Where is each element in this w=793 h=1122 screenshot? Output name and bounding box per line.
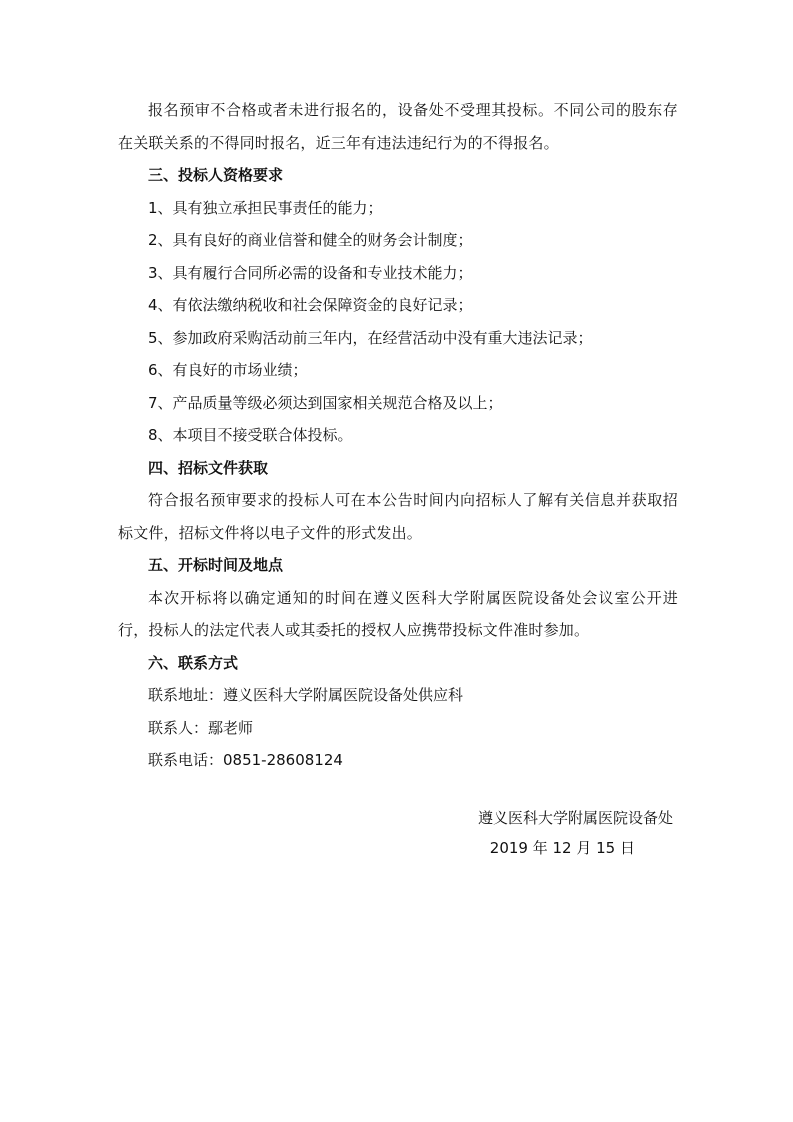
signature-organization: 遵义医科大学附属医院设备处 xyxy=(477,809,673,827)
intro-paragraph: 报名预审不合格或者未进行报名的，设备处不受理其投标。不同公司的股东存在关联关系的不得同时报名，近三年有违法违纪行为的不得报名。 xyxy=(118,101,678,152)
section-heading-contact: 六、联系方式 xyxy=(148,653,239,672)
qualification-item-6: 6、有良好的市场业绩； xyxy=(148,361,308,379)
qualification-item-8: 8、本项目不接受联合体投标。 xyxy=(148,426,353,444)
signature-block xyxy=(373,803,673,863)
contact-person: 联系人：鄢老师 xyxy=(148,718,254,737)
bid-opening-paragraph: 本次开标将以确定通知的时间在遵义医科大学附属医院设备处会议室公开进行，投标人的法定代表人或其委托的授权人应携带投标文件准时参加。 xyxy=(118,588,678,639)
section-heading-qualifications: 三、投标人资格要求 xyxy=(148,166,284,184)
section-heading-document-acquisition: 四、招标文件获取 xyxy=(148,458,269,477)
section-heading-bid-opening: 五、开标时间及地点 xyxy=(148,556,284,574)
document-body xyxy=(118,94,678,777)
contact-phone: 联系电话：0851-28608124 xyxy=(148,751,343,769)
qualification-item-5: 5、参加政府采购活动前三年内，在经营活动中没有重大违法记录； xyxy=(148,328,593,347)
qualification-item-2: 2、具有良好的商业信誉和健全的财务会计制度； xyxy=(148,231,473,249)
signature-date: 2019 年 12 月 15 日 xyxy=(489,839,635,857)
qualification-item-7: 7、产品质量等级必须达到国家相关规范合格及以上； xyxy=(148,393,503,412)
contact-address: 联系地址：遵义医科大学附属医院设备处供应科 xyxy=(148,686,464,704)
qualification-item-3: 3、具有履行合同所必需的设备和专业技术能力； xyxy=(148,263,473,282)
qualification-item-4: 4、有依法缴纳税收和社会保障资金的良好记录； xyxy=(148,296,473,314)
qualification-item-1: 1、具有独立承担民事责任的能力； xyxy=(148,198,383,217)
document-acquisition-paragraph: 符合报名预审要求的投标人可在本公告时间内向招标人了解有关信息并获取招标文件，招标文件将以电子文件的形式发出。 xyxy=(118,491,678,542)
